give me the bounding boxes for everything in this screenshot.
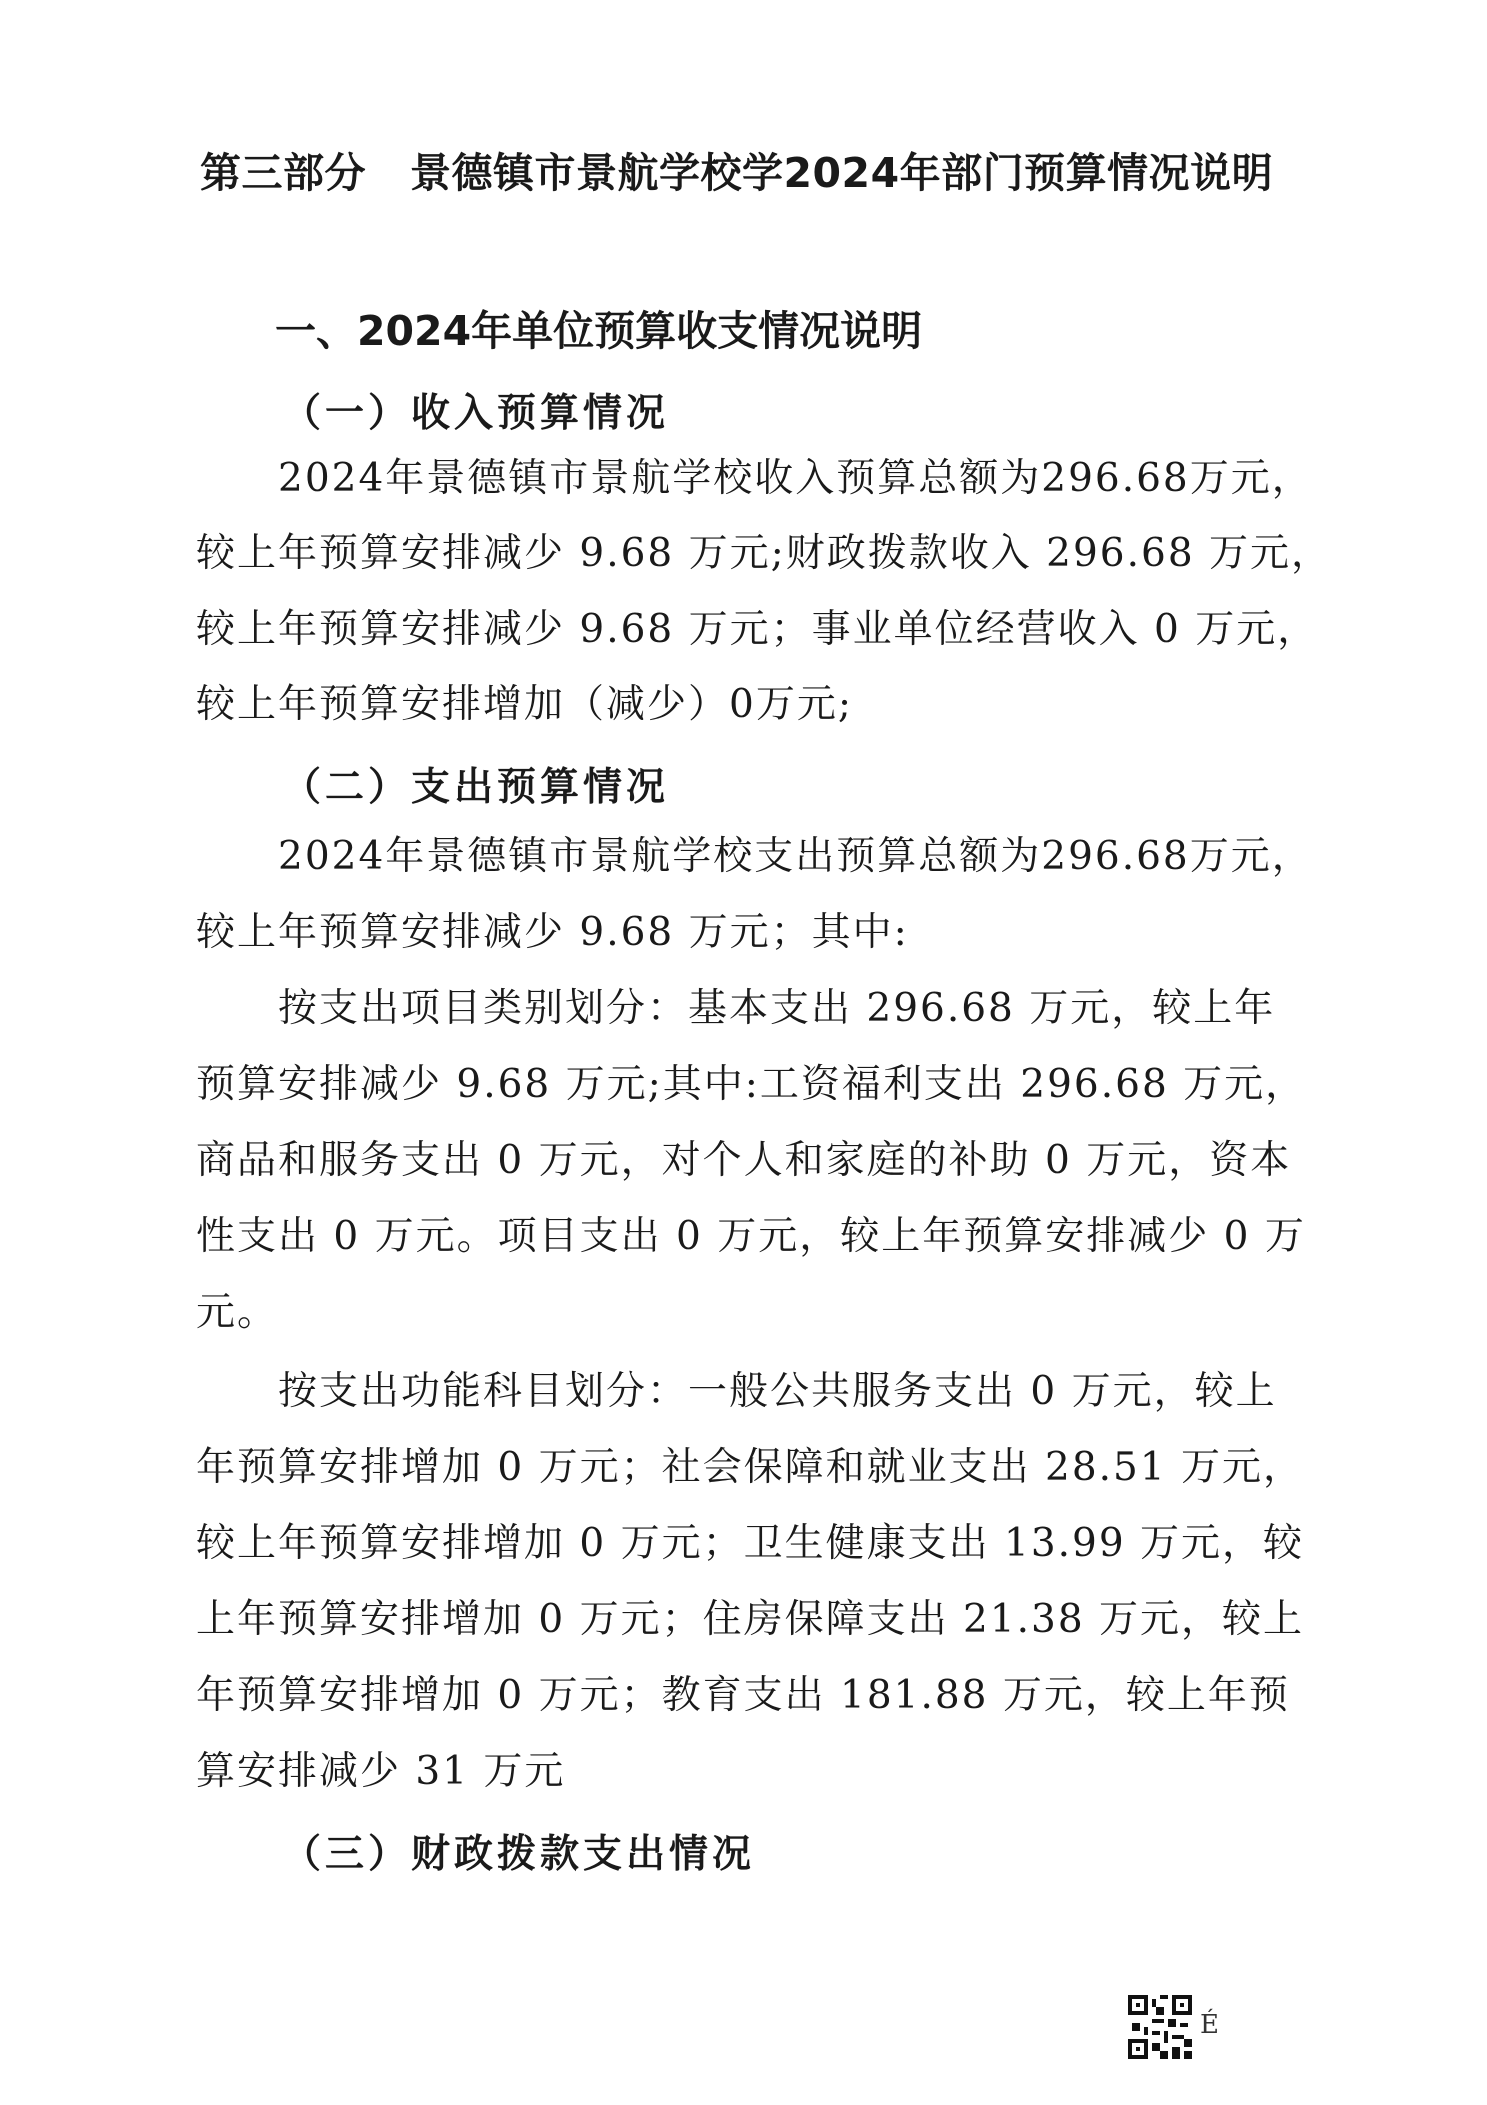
function-line-1: 按支出功能科目划分：一般公共服务支出 0 万元，较上: [278, 1369, 1277, 1414]
category-line-2: 预算安排减少 9.68 万元;其中:工资福利支出 296.68 万元，: [196, 1062, 1307, 1107]
income-heading: （一）收入预算情况: [282, 391, 670, 436]
expense-heading: （二）支出预算情况: [282, 765, 670, 810]
title-part: 第三部分: [200, 149, 366, 197]
income-line-2: 较上年预算安排减少 9.68 万元;财政拨款收入 296.68 万元，: [196, 531, 1333, 576]
title-text: 景德镇市景航学校学2024年部门预算情况说明: [410, 149, 1274, 197]
footer-mark: É: [1200, 2010, 1219, 2040]
expense-line-1: 2024年景德镇市景航学校支出预算总额为296.68万元，: [278, 834, 1313, 879]
income-line-4: 较上年预算安排增加（减少）0万元;: [196, 682, 853, 727]
category-line-1: 按支出项目类别划分：基本支出 296.68 万元，较上年: [278, 986, 1276, 1031]
function-line-3: 较上年预算安排增加 0 万元；卫生健康支出 13.99 万元，较: [196, 1521, 1305, 1566]
section-heading-1: 一、2024年单位预算收支情况说明: [275, 307, 923, 355]
fiscal-heading: （三）财政拨款支出情况: [282, 1832, 756, 1877]
income-line-1: 2024年景德镇市景航学校收入预算总额为296.68万元，: [278, 456, 1313, 501]
category-line-5: 元。: [196, 1290, 279, 1335]
function-line-5: 年预算安排增加 0 万元；教育支出 181.88 万元，较上年预: [196, 1673, 1290, 1718]
income-line-3: 较上年预算安排减少 9.68 万元；事业单位经营收入 0 万元，: [196, 607, 1319, 652]
page-title: [200, 140, 1300, 199]
expense-line-2: 较上年预算安排减少 9.68 万元；其中:: [196, 910, 909, 955]
function-line-6: 算安排减少 31 万元: [196, 1749, 566, 1794]
qr-code-icon: [1128, 1995, 1192, 2059]
function-line-4: 上年预算安排增加 0 万元；住房保障支出 21.38 万元，较上: [196, 1597, 1305, 1642]
function-line-2: 年预算安排增加 0 万元；社会保障和就业支出 28.51 万元，: [196, 1445, 1305, 1490]
category-line-4: 性支出 0 万元。项目支出 0 万元，较上年预算安排减少 0 万: [196, 1214, 1306, 1259]
category-line-3: 商品和服务支出 0 万元，对个人和家庭的补助 0 万元，资本: [196, 1138, 1292, 1183]
